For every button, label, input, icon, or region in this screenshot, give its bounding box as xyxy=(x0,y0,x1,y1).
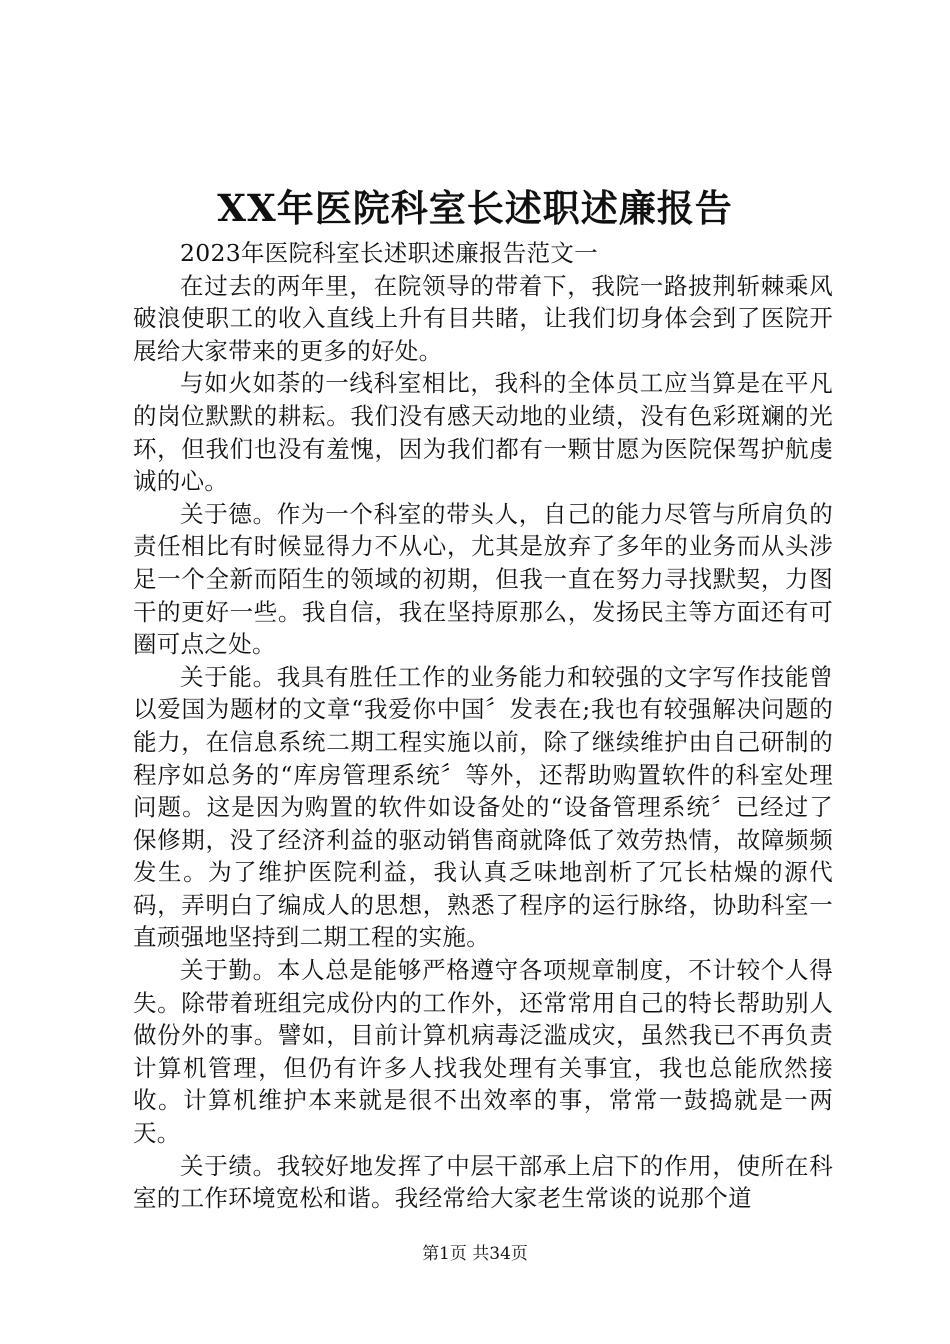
paragraph-achievement: 关于绩。我较好地发挥了中层干部承上启下的作用，使所在科室的工作环境宽松和谐。我经常给大家老生常谈的说那个道 xyxy=(133,1151,833,1213)
document-title: XX年医院科室长述职述廉报告 xyxy=(217,186,733,230)
page-number-footer: 第1页 共34页 xyxy=(422,1244,528,1264)
paragraph-intro: 在过去的两年里，在院领导的带着下，我院一路披荆斩棘乘风破浪使职工的收入直线上升有目共睹，让我们切身体会到了医院开展给大家带来的更多的好处。 xyxy=(133,271,833,365)
paragraph-ability: 关于能。我具有胜任工作的业务能力和较强的文字写作技能曾以爱国为题材的文章“我爱你中国〞发表在;我也有较强解决问题的能力，在信息系统二期工程实施以前，除了继续维护由自己研制的程序如总务的“库房管理系统〞等外，还帮助购置软件的科室处理问题。这是因为购置的软件如设备处的“设备管理系统〞已经过了保修期，没了经济利益的驱动销售商就降低了效劳热情，故障频频发生。为了维护医院利益，我认真乏味地剖析了冗长枯燥的源代码，弄明白了编成人的思想，熟悉了程序的运行脉络，协助科室一直顽强地坚持到二期工程的实施。 xyxy=(133,662,833,952)
document-body xyxy=(133,237,833,1215)
paragraph-diligence: 关于勤。本人总是能够严格遵守各项规章制度，不计较个人得失。除带着班组完成份内的工作外，还常常用自己的特长帮助别人做份外的事。譬如，目前计算机病毒泛滥成灾，虽然我已不再负责计算机管理，但仍有许多人找我处理有关事宜，我也总能欣然接收。计算机维护本来就是很不出效率的事，常常一鼓捣就是一两天。 xyxy=(133,956,833,1148)
paragraph-morality: 关于德。作为一个科室的带头人，自己的能力尽管与所肩负的责任相比有时候显得力不从心，尤其是放弃了多年的业务而从头涉足一个全新而陌生的领域的初期，但我一直在努力寻找默契，力图干的更好一些。我自信，我在坚持原那么，发扬民主等方面还有可圈可点之处。 xyxy=(133,499,833,659)
paragraph-comparison: 与如火如荼的一线科室相比，我科的全体员工应当算是在平凡的岗位默默的耕耘。我们没有感天动地的业绩，没有色彩斑斓的光环，但我们也没有羞愧，因为我们都有一颗甘愿为医院保驾护航虔诚的心。 xyxy=(133,369,833,496)
paragraph-subtitle: 2023年医院科室长述职述廉报告范文一 xyxy=(180,239,599,267)
